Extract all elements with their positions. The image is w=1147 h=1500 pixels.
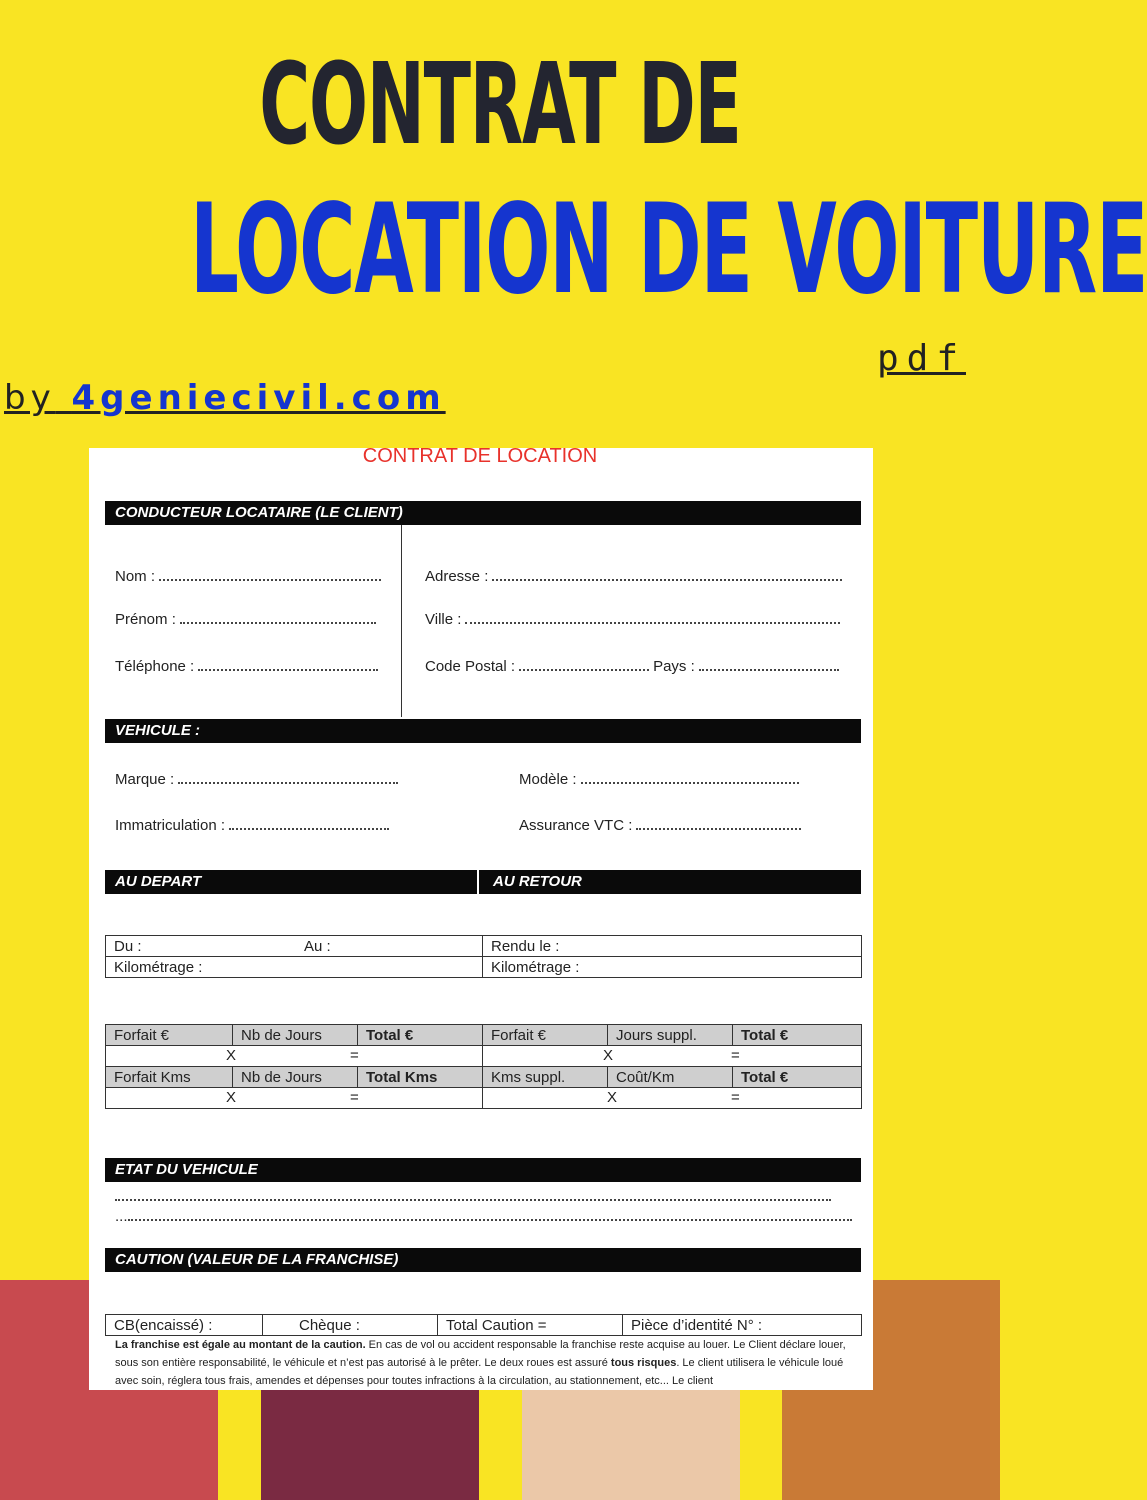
caution-table	[105, 1314, 862, 1336]
periode-divider	[477, 870, 479, 894]
retour-label: AU RETOUR	[493, 873, 582, 890]
tarif-calc-cell	[106, 1046, 483, 1067]
tarif-header-cell: Coût/Km	[608, 1067, 733, 1088]
tarif-header-cell: Forfait Kms	[106, 1067, 233, 1088]
vehicule-section-header	[105, 719, 861, 743]
etat-line-2	[115, 1208, 852, 1225]
tarif-header-cell: Forfait €	[106, 1025, 233, 1046]
equals-sign: =	[731, 1047, 740, 1064]
tarif-header-cell: Nb de Jours	[233, 1025, 358, 1046]
equals-sign: =	[350, 1047, 359, 1064]
etat-line-prefix: ...	[115, 1208, 128, 1225]
au-label: Au :	[304, 937, 331, 955]
tarifs-table	[105, 1024, 862, 1109]
tarif-calc-cell	[483, 1046, 862, 1067]
client-divider	[401, 525, 402, 717]
caution-section-header	[105, 1248, 861, 1272]
equals-sign: =	[731, 1089, 740, 1106]
tarif-header-cell: Kms suppl.	[483, 1067, 608, 1088]
equals-sign: =	[350, 1089, 359, 1106]
km-depart-cell: Kilométrage :	[106, 957, 483, 978]
multiply-sign: X	[226, 1047, 237, 1064]
poster-title-line-1: CONTRAT DE	[259, 40, 741, 170]
code-postal-label: Code Postal :	[425, 658, 516, 675]
immatriculation-label: Immatriculation :	[115, 817, 226, 834]
tarif-header-cell: Nb de Jours	[233, 1067, 358, 1088]
document-title: CONTRAT DE LOCATION	[362, 445, 598, 467]
telephone-field	[115, 658, 378, 675]
legal-bold-2: tous risques	[610, 1357, 677, 1369]
legal-bold-1: La franchise est égale au montant de la caution.	[115, 1339, 366, 1351]
tarif-calc-cell	[483, 1088, 862, 1109]
multiply-sign: X	[607, 1089, 618, 1106]
legal-text-1: En cas de vol ou accident responsable la franchise reste acquise au louer. Le Client déclare louer, sous son entière responsabilité, le véhicule et n’est pas autorisé à le prêter. Le deux roues est assuré	[115, 1339, 846, 1369]
nom-field	[115, 568, 381, 585]
multiply-sign: X	[226, 1089, 237, 1106]
poster-title-line-2: LOCATION DE VOITURE	[190, 178, 1147, 322]
total-caution-cell: Total Caution =	[438, 1315, 623, 1336]
format-label: pdf	[876, 338, 966, 379]
tarif-header-cell: Total Kms	[358, 1067, 483, 1088]
du-label: Du :	[114, 937, 142, 955]
periode-section-header	[105, 870, 861, 894]
etat-section-label: ETAT DU VEHICULE	[115, 1161, 258, 1178]
tarif-header-cell: Total €	[733, 1067, 862, 1088]
ville-field	[425, 611, 840, 628]
du-au-cell	[106, 936, 483, 957]
vehicule-section-label: VEHICULE :	[115, 722, 201, 739]
periode-table	[105, 935, 862, 978]
prenom-label: Prénom :	[115, 611, 176, 628]
assurance-field	[519, 817, 801, 834]
etat-line-1	[115, 1188, 831, 1205]
client-section-header	[105, 501, 861, 525]
immatriculation-field	[115, 817, 389, 834]
contract-document-preview	[89, 445, 873, 1390]
depart-label: AU DEPART	[115, 873, 202, 890]
legal-text	[115, 1336, 860, 1390]
cb-cell: CB(encaissé) :	[106, 1315, 263, 1336]
byline-prefix: by	[4, 378, 56, 418]
code-postal-field	[425, 658, 839, 675]
modele-label: Modèle :	[519, 771, 577, 788]
km-retour-cell: Kilométrage :	[483, 957, 862, 978]
site-link[interactable]: 4geniecivil.com	[71, 378, 446, 418]
byline	[4, 378, 446, 418]
tarif-calc-cell	[106, 1088, 483, 1109]
piece-identite-cell: Pièce d’identité N° :	[623, 1315, 862, 1336]
cheque-cell: Chèque :	[263, 1315, 438, 1336]
tarif-header-cell: Jours suppl.	[608, 1025, 733, 1046]
telephone-label: Téléphone :	[115, 658, 195, 675]
tarif-header-cell: Total €	[733, 1025, 862, 1046]
etat-section-header	[105, 1158, 861, 1182]
rendu-cell: Rendu le :	[483, 936, 862, 957]
legal-text-2: . Le client utilisera le véhicule loué avec soin, réglera tous frais, amendes et dépenses pour toutes infractions à la circulation, au stationnement, etc... Le client	[115, 1357, 844, 1387]
pays-label: Pays :	[653, 658, 695, 675]
client-section-label: CONDUCTEUR LOCATAIRE (LE CLIENT)	[115, 504, 403, 521]
modele-field	[519, 771, 799, 788]
tarif-header-cell: Forfait €	[483, 1025, 608, 1046]
adresse-field	[425, 568, 842, 585]
marque-label: Marque :	[115, 771, 175, 788]
multiply-sign: X	[603, 1047, 614, 1064]
prenom-field	[115, 611, 376, 628]
caution-section-label: CAUTION (VALEUR DE LA FRANCHISE)	[115, 1251, 399, 1268]
ville-label: Ville :	[425, 611, 462, 628]
nom-label: Nom :	[115, 568, 156, 585]
marque-field	[115, 771, 398, 788]
tarif-header-cell: Total €	[358, 1025, 483, 1046]
adresse-label: Adresse :	[425, 568, 489, 585]
assurance-label: Assurance VTC :	[519, 817, 633, 834]
